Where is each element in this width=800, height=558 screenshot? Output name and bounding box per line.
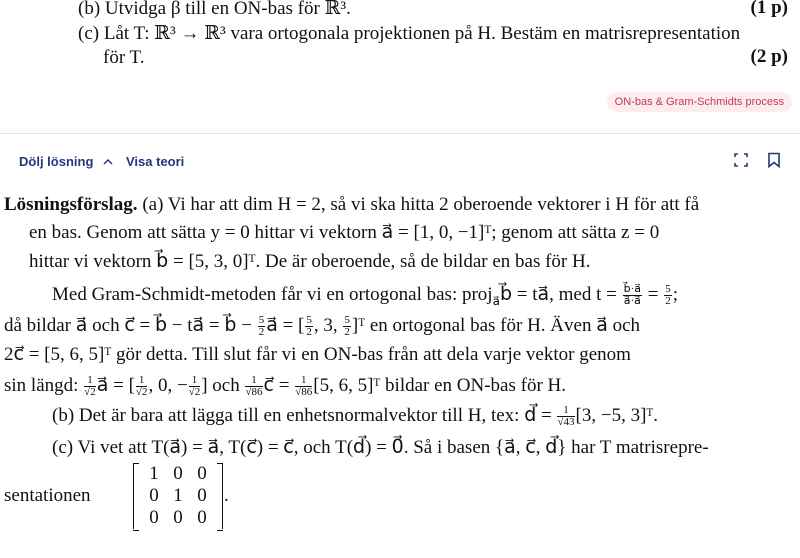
problem-c-line1: (c) Låt T: ℝ³ → ℝ³ vara ortogonala projektionen på H. Bestäm en matrisrepresentation [78, 23, 741, 44]
t-frac-num: b⃗·a⃗ [623, 283, 641, 296]
solution-line-1 [4, 193, 699, 217]
expand-icon[interactable] [733, 152, 749, 168]
t-frac-den: a⃗·a⃗ [623, 295, 641, 308]
proj-subscript: a⃗ [492, 293, 500, 308]
frac-num: 5 [665, 283, 671, 296]
matrix-cell: 0 [197, 463, 207, 484]
frac-num: 1 [557, 405, 574, 417]
problem-c-points: (2 p) [750, 46, 788, 67]
problem-c-line2: för T. [103, 47, 145, 68]
frac-num: 1 [295, 375, 312, 387]
five-halves-fraction [664, 284, 672, 307]
matrix-cell: 0 [149, 507, 159, 528]
one-over-sqrt2 [189, 375, 201, 398]
length-text: sin längd: [4, 375, 84, 396]
frac-den: √2 [188, 386, 201, 399]
five-halves-fraction [258, 315, 266, 338]
frac-den: 2 [665, 295, 671, 308]
frac-num: 1 [189, 375, 201, 387]
on-basis-text: [5, 6, 5]ᵀ bildar en ON-bas för H. [313, 375, 567, 396]
hide-solution-button[interactable] [19, 154, 113, 169]
matrix-row [142, 463, 214, 485]
c-vector-open: a⃗ = [ [266, 315, 305, 336]
solution-line-9: (c) Vi vet att T(a⃗) = a⃗, T(c⃗) = c⃗, och T(d⃗) = 0⃗. Så i basen {a⃗, c⃗, d⃗} har T matrisrepre- [52, 437, 709, 458]
solution-heading: Lösningsförslag. [4, 194, 138, 215]
problem-b-prefix: (b) Utvidga [78, 0, 171, 19]
one-over-sqrt2 [136, 375, 148, 398]
proj-text: b⃗ = ta⃗, med t = [499, 284, 622, 305]
five-halves-fraction [305, 315, 313, 338]
a-normalized-close: ] och [201, 375, 245, 396]
matrix-row [142, 507, 214, 529]
a-normalized-open: a⃗ = [ [96, 375, 135, 396]
solution-line-6: 2c⃗ = [5, 6, 5]ᵀ gör detta. Till slut får vi en ON-bas från att dela varje vektor genom [4, 344, 631, 365]
semicolon: ; [672, 284, 678, 305]
solution-line-3: hittar vi vektorn b⃗ = [5, 3, 0]ᵀ. De är oberoende, så de bildar en bas för H. [29, 251, 591, 272]
matrix-cell: 0 [197, 485, 207, 506]
topic-tag[interactable]: ON-bas & Gram-Schmidts process [607, 92, 792, 112]
show-theory-button[interactable]: Visa teori [126, 154, 185, 169]
chevron-up-icon [103, 158, 113, 166]
matrix-cell: 1 [149, 463, 159, 484]
frac-den: √2 [135, 386, 148, 399]
t-fraction [623, 284, 642, 307]
frac-num: 5 [258, 314, 265, 327]
c-vector-end: ]ᵀ en ortogonal bas för H. Även a⃗ och [351, 315, 641, 336]
frac-num: 5 [306, 314, 312, 327]
frac-num: 1 [84, 375, 96, 387]
c-vector-mid: , 3, [313, 315, 343, 336]
one-over-sqrt86 [295, 375, 312, 398]
matrix-end-period: . [224, 485, 229, 506]
equals: = [643, 284, 664, 305]
solution-line-5 [4, 314, 640, 338]
solution-line-4 [52, 283, 678, 313]
a-normalized-mid: , 0, − [148, 375, 188, 396]
one-over-sqrt2 [84, 375, 96, 398]
five-halves-fraction [343, 315, 351, 338]
one-over-sqrt86 [245, 375, 262, 398]
matrix-row [142, 485, 214, 507]
matrix-cell: 1 [173, 485, 183, 506]
solution-line-7 [4, 374, 566, 398]
bookmark-icon[interactable] [766, 152, 782, 168]
solution-toolbar [0, 133, 800, 190]
matrix-cell: 0 [149, 485, 159, 506]
matrix-cell: 0 [173, 463, 183, 484]
problem-b-points: (1 p) [750, 0, 788, 18]
solution-text-1: (a) Vi har att dim H = 2, så vi ska hitta 2 oberoende vektorer i H för att få [142, 194, 700, 215]
solution-line-2: en bas. Genom att sätta y = 0 hittar vi vektorn a⃗ = [1, 0, −1]ᵀ; genom att sätta z = 0 [29, 222, 660, 243]
solution-line-8 [52, 404, 658, 428]
frac-den: 2 [344, 326, 350, 339]
matrix-cell: 0 [173, 507, 183, 528]
frac-den: √43 [557, 416, 575, 429]
frac-num: 1 [136, 375, 148, 387]
matrix-cell: 0 [197, 507, 207, 528]
frac-num: 1 [245, 375, 262, 387]
problem-b [78, 0, 351, 21]
frac-den: 2 [258, 326, 265, 339]
frac-den: √86 [295, 386, 313, 399]
frac-den: √86 [245, 386, 263, 399]
hide-solution-label: Dölj lösning [19, 154, 94, 169]
problem-b-text: β till en ON-bas för ℝ³. [170, 0, 351, 19]
d-vector: [3, −5, 3]ᵀ. [575, 405, 659, 426]
frac-num: 5 [344, 314, 350, 327]
solution-line-10: sentationen [4, 485, 91, 506]
c-vector-text: då bildar a⃗ och c⃗ = b⃗ − ta⃗ = b⃗ − [4, 315, 257, 336]
c-normalized-eq: c⃗ = [263, 375, 295, 396]
one-over-sqrt43 [557, 405, 574, 428]
gram-schmidt-text: Med Gram-Schmidt-metoden får vi en ortogonal bas: proj [52, 284, 493, 305]
frac-den: 2 [306, 326, 312, 339]
frac-den: √2 [84, 386, 96, 399]
projection-matrix [133, 463, 223, 529]
normal-vector-text: (b) Det är bara att lägga till en enhetsnormalvektor till H, tex: d⃗ = [52, 405, 557, 426]
